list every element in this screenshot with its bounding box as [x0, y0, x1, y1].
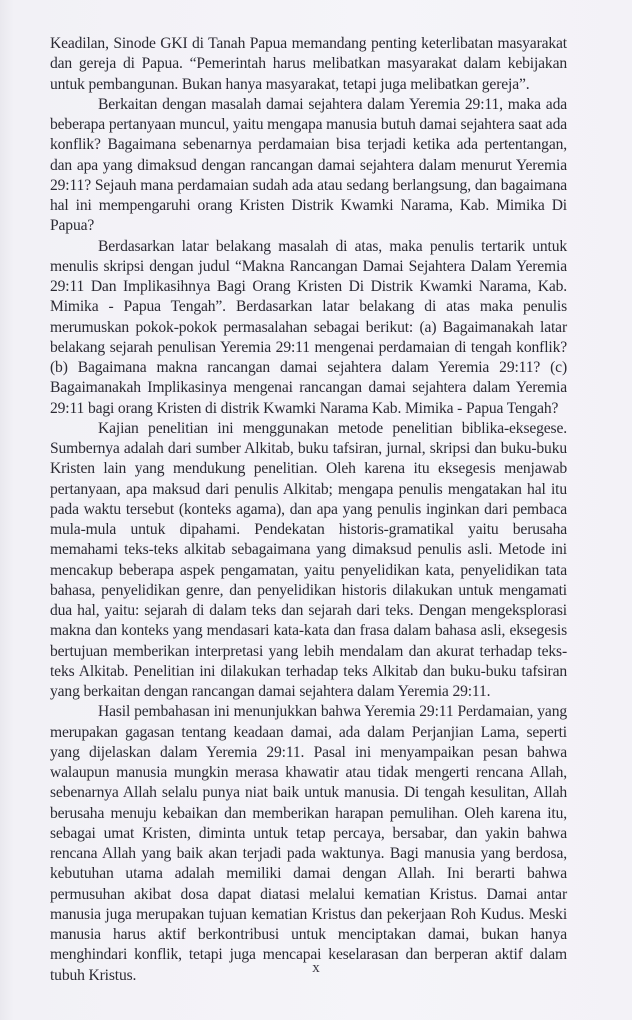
paragraph-3: Berdasarkan latar belakang masalah di atas, maka penulis tertarik untuk menulis skripsi dengan judul “Makna Rancangan Damai Sejahtera Dalam Yeremia 29:11 Dan Implikasihnya Bagi Orang Kristen Di Distrik Kwamki Narama, Kab. Mimika - Papua Tengah”. Berdasarkan latar belakang di atas maka penulis merumuskan pokok-pokok permasalahan sebagai berikut: (a) Bagaimanakah latar belakang sejarah penulisan Yeremia 29:11 mengenai perdamaian di tengah konflik? (b) Bagaimana makna rancangan damai sejahtera dalam Yeremia 29:11? (c) Bagaimanakah Implikasinya mengenai rancangan damai sejahtera dalam Yeremia 29:11 bagi orang Kristen di distrik Kwamki Narama Kab. Mimika - Papua Tengah? [50, 237, 567, 417]
paragraph-5: Hasil pembahasan ini menunjukkan bahwa Yeremia 29:11 Perdamaian, yang merupakan gagasan tentang keadaan damai, ada dalam Perjanjian Lama, seperti yang dijelaskan dalam Yeremia 29:11. Pasal ini menyampaikan pesan bahwa walaupun manusia mungkin merasa khawatir atau tidak mengerti rencana Allah, sebenarnya Allah selalu punya niat baik untuk manusia. Di tengah kesulitan, Allah berusaha menuju kebaikan dan memberikan harapan pemulihan. Oleh karena itu, sebagai umat Kristen, diminta untuk tetap percaya, bersabar, dan yakin bahwa rencana Allah yang baik akan terjadi pada waktunya. Bagi manusia yang berdosa, kebutuhan utama adalah memiliki damai dengan Allah. Ini berarti bahwa permusuhan akibat dosa dapat diatasi melalui kematian Kristus. Damai antar manusia juga merupakan tujuan kematian Kristus dan pekerjaan Roh Kudus. Meski manusia harus aktif berkontribusi untuk menciptakan damai, bukan hanya menghindari konflik, tetapi juga mencapai keselarasan dan berperan aktif dalam tubuh Kristus. [50, 703, 567, 984]
paragraph-1: Keadilan, Sinode GKI di Tanah Papua memandang penting keterlibatan masyarakat dan gereja di Papua. “Pemerintah harus melibatkan masyarakat dalam kebijakan untuk pembangunan. Bukan hanya masyarakat, tetapi juga melibatkan gereja”. [50, 35, 567, 93]
page-number: x [312, 960, 320, 976]
body-text [50, 34, 567, 986]
paragraph-2: Berkaitan dengan masalah damai sejahtera dalam Yeremia 29:11, maka ada beberapa pertanyaan muncul, yaitu mengapa manusia butuh damai sejahtera saat ada konflik? Bagaimana sebenarnya perdamaian bisa terjadi ketika ada pertentangan, dan apa yang dimaksud dengan rancangan damai sejahtera dalam menurut Yeremia 29:11? Sejauh mana perdamaian sudah ada atau sedang berlangsung, dan bagaimana hal ini mempengaruhi orang Kristen Distrik Kwamki Narama, Kab. Mimika Di Papua? [50, 95, 567, 235]
paragraph-4: Kajian penelitian ini menggunakan metode penelitian biblika-eksegese. Sumbernya adalah dari sumber Alkitab, buku tafsiran, jurnal, skripsi dan buku-buku Kristen lain yang mendukung penelitian. Oleh karena itu eksegesis menjawab pertanyaan, apa maksud dari penulis Alkitab; mengapa penulis mengatakan hal itu pada waktu tersebut (konteks agama), dan apa yang penulis inginkan dari pembaca mula-mula untuk dipahami. Pendekatan historis-gramatikal yaitu berusaha memahami teks-teks alkitab sebagaimana yang dimaksud penulis asli. Metode ini mencakup beberapa aspek pengamatan, yaitu penyelidikan kata, penyelidikan tata bahasa, penyelidikan genre, dan penyelidikan historis dilakukan untuk mengamati dua hal, yaitu: sejarah di dalam teks dan sejarah dari teks. Dengan mengeksplorasi makna dan konteks yang mendasari kata-kata dan frasa dalam bahasa asli, eksegesis bertujuan memberikan interpretasi yang lebih mendalam dan akurat terhadap teks-teks Alkitab. Penelitian ini dilakukan terhadap teks Alkitab dan buku-buku tafsiran yang berkaitan dengan rancangan damai sejahtera dalam Yeremia 29:11. [50, 419, 567, 700]
